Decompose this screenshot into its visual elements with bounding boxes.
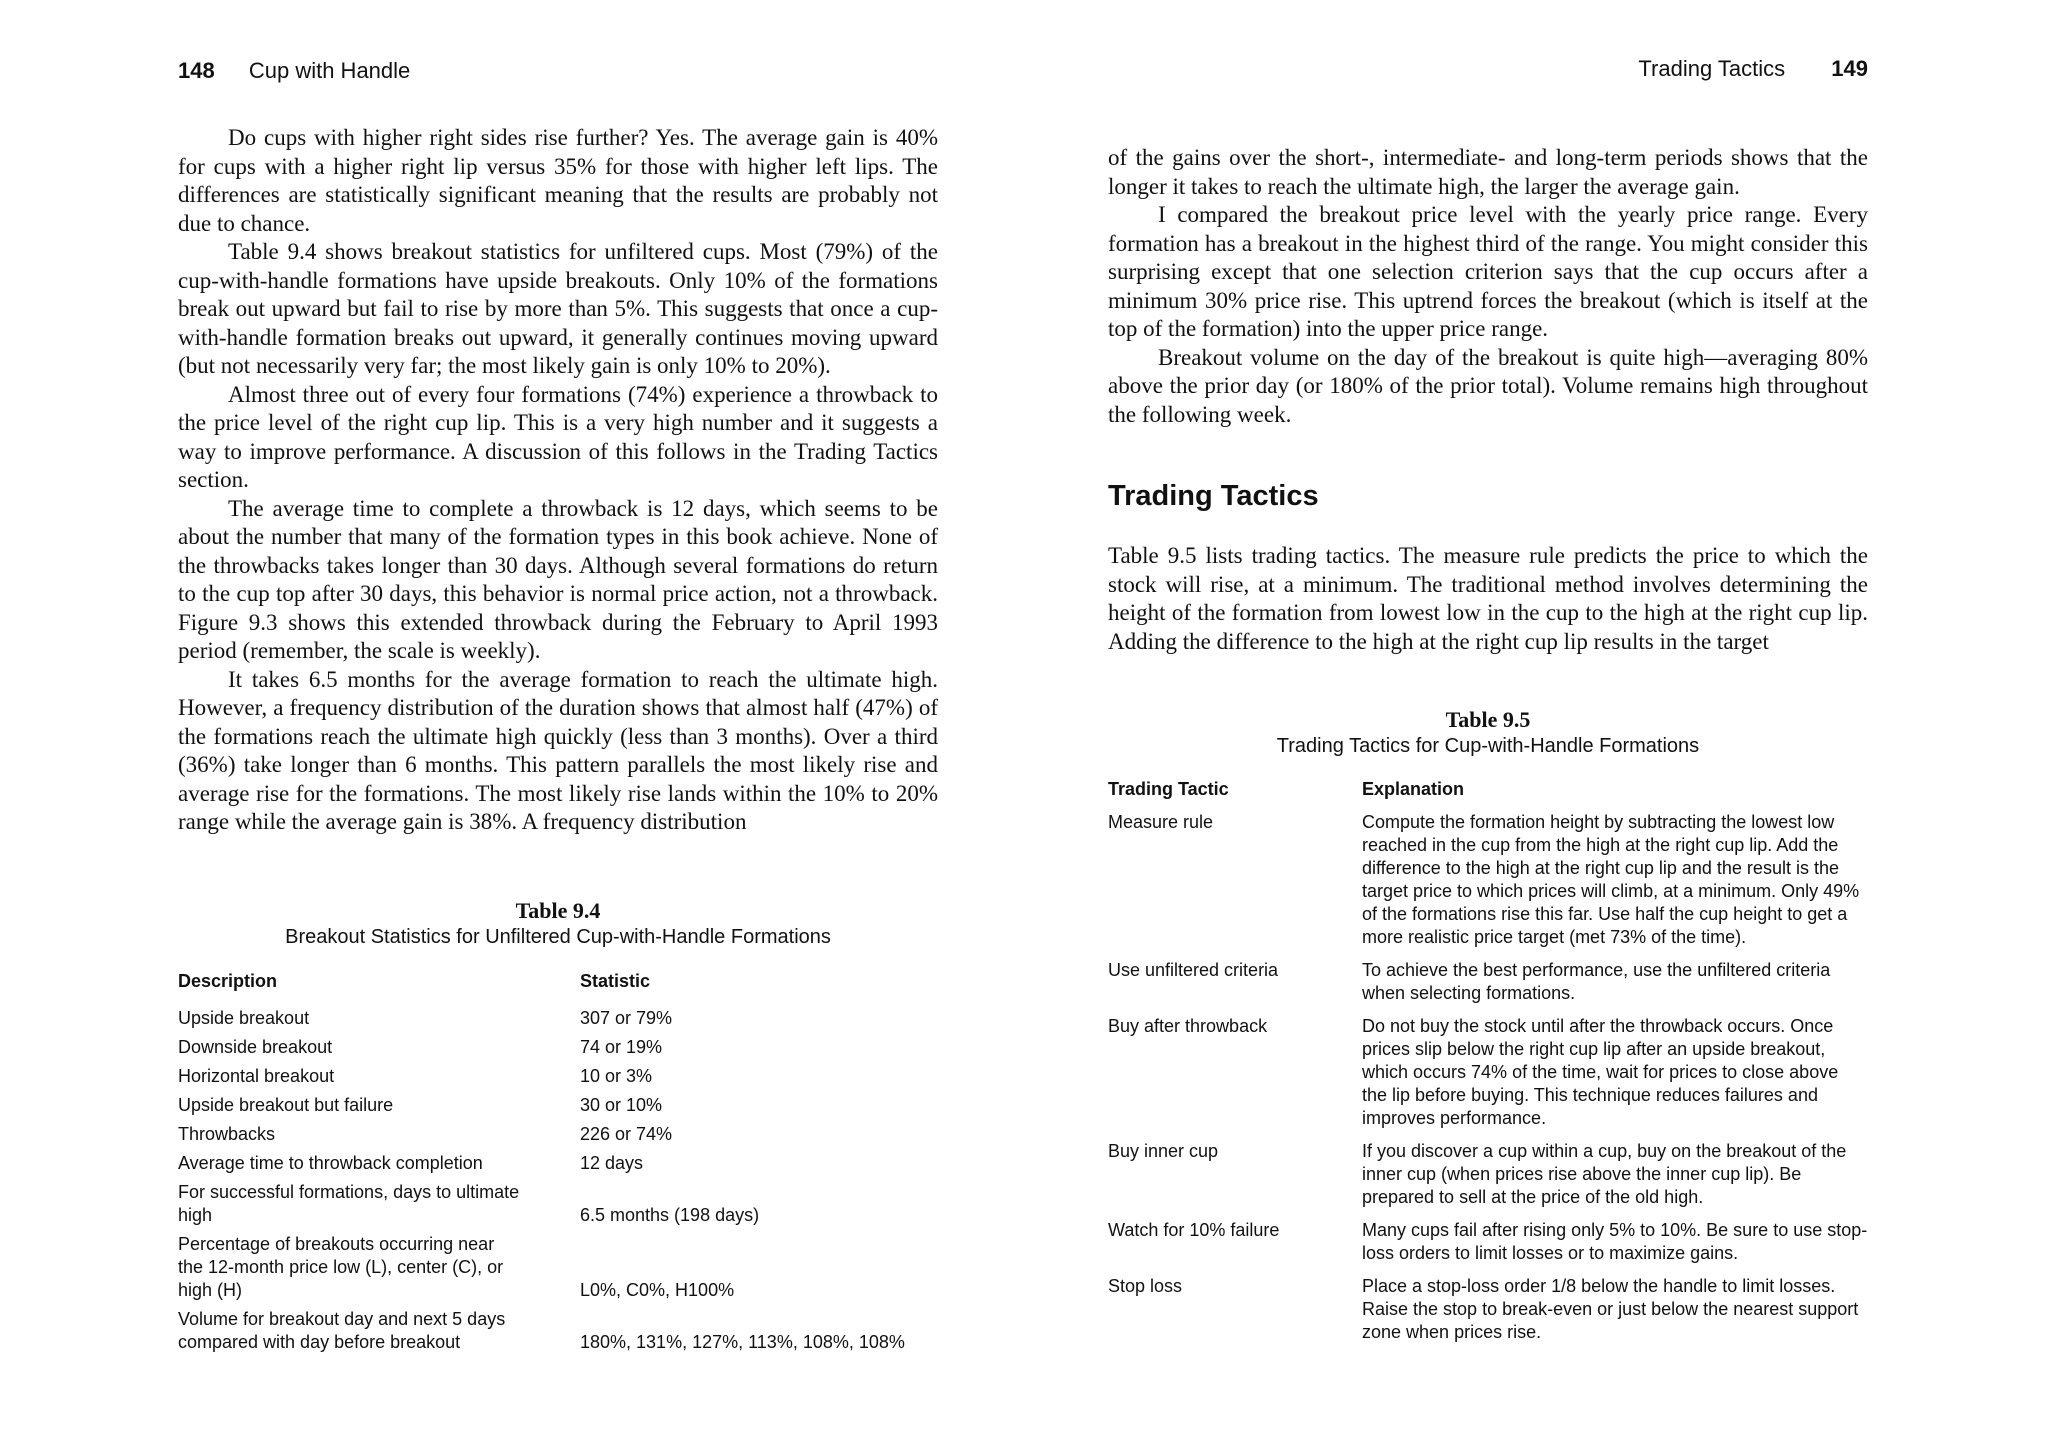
paragraph: Breakout volume on the day of the breakout is quite high—averaging 80% above the prior day (or 180% of the prior total). Volume remains high throughout the following week. xyxy=(1108,344,1868,427)
table-9-4-caption xyxy=(178,898,938,949)
table-title: Trading Tactics for Cup-with-Handle Formations xyxy=(1276,735,1700,757)
table-9-5-caption xyxy=(1108,707,1868,758)
table-cell: If you discover a cup within a cup, buy on the breakout of the inner cup (when prices rise above the inner cup lip). Be prepared to sell at the price of the old high. xyxy=(1362,1141,1847,1207)
table-cell: Horizontal breakout xyxy=(178,1066,335,1086)
table-cell: Percentage of breakouts occurring near the 12-month price low (L), center (C), or high (H) xyxy=(178,1234,504,1300)
table-cell: 180%, 131%, 127%, 113%, 108%, 108% xyxy=(580,1332,905,1352)
paragraph: Almost three out of every four formations (74%) experience a throwback to the price level of the right cup lip. This is a very high number and it suggests a way to improve performance. A discussion of this follows in the Trading Tactics section. xyxy=(178,381,938,492)
table-cell: 30 or 10% xyxy=(580,1095,663,1115)
paragraph: of the gains over the short-, intermediate- and long-term periods shows that the longer it takes to reach the ultimate high, the larger the average gain. xyxy=(1108,145,1868,199)
table-number: Table 9.5 xyxy=(1445,707,1531,732)
table-cell: Use unfiltered criteria xyxy=(1108,960,1279,980)
table-cell: L0%, C0%, H100% xyxy=(580,1280,735,1300)
table-cell: 307 or 79% xyxy=(580,1008,673,1028)
table-cell: 12 days xyxy=(580,1153,644,1173)
table-cell: Place a stop-loss order 1/8 below the handle to limit losses. Raise the stop to break-even or just below the nearest support zone when prices rise. xyxy=(1362,1276,1859,1342)
table-9-4 xyxy=(178,970,938,1360)
left-body-text xyxy=(178,124,938,837)
table-cell: Buy inner cup xyxy=(1108,1141,1219,1161)
page-number: 148 xyxy=(178,58,215,83)
table-cell: For successful formations, days to ultimate high xyxy=(178,1182,520,1225)
table-row xyxy=(178,1123,938,1152)
table-cell: Upside breakout but failure xyxy=(178,1095,394,1115)
page-number: 149 xyxy=(1831,56,1868,81)
table-header-row xyxy=(1108,778,1868,811)
table-number: Table 9.4 xyxy=(515,898,601,923)
table-header-row xyxy=(178,970,938,1007)
table-cell: 74 or 19% xyxy=(580,1037,663,1057)
table-cell: To achieve the best performance, use the unfiltered criteria when selecting formations. xyxy=(1362,960,1831,1003)
table-row xyxy=(178,1152,938,1181)
table-9-5 xyxy=(1108,778,1868,1354)
table-cell: 6.5 months (198 days) xyxy=(580,1205,760,1225)
left-running-head xyxy=(178,58,410,84)
right-body-text xyxy=(1108,144,1868,429)
column-header: Statistic xyxy=(580,971,651,991)
paragraph: Table 9.4 shows breakout statistics for unfiltered cups. Most (79%) of the cup-with-handle formations have upside breakouts. Only 10% of the formations break out upward but fail to rise by more than 5%. This suggests that once a cup-with-handle formation breaks out upward, it generally continues moving upward (but not necessarily very far; the most likely gain is only 10% to 20%). xyxy=(178,239,938,378)
table-cell: Throwbacks xyxy=(178,1124,276,1144)
paragraph: I compared the breakout price level with the yearly price range. Every formation has a breakout in the highest third of the range. You might consider this surprising except that one selection criterion says that the cup occurs after a minimum 30% price rise. This uptrend forces the breakout (which is itself at the top of the formation) into the upper price range. xyxy=(1108,202,1868,341)
table-row xyxy=(1108,811,1868,959)
table-row xyxy=(178,1308,938,1360)
table-row xyxy=(178,1181,938,1233)
section-heading: Trading Tactics xyxy=(1108,480,1319,512)
table-cell: Volume for breakout day and next 5 days compared with day before breakout xyxy=(178,1309,506,1352)
table-row xyxy=(1108,1275,1868,1354)
table-cell: Buy after throwback xyxy=(1108,1016,1268,1036)
table-row xyxy=(178,1094,938,1123)
table-row xyxy=(1108,1140,1868,1219)
table-cell: Downside breakout xyxy=(178,1037,333,1057)
table-cell: Watch for 10% failure xyxy=(1108,1220,1280,1240)
table-cell: 226 or 74% xyxy=(580,1124,673,1144)
column-header: Trading Tactic xyxy=(1108,779,1229,799)
table-title: Breakout Statistics for Unfiltered Cup-with-Handle Formations xyxy=(285,926,831,948)
table-cell: Compute the formation height by subtracting the lowest low reached in the cup from the high at the right cup lip. Add the difference to the high at the right cup lip and the result is the target price to which prices will climb, at a minimum. Only 49% of the formations rise this far. Use half the cup height to get a more realistic price target (met 73% of the time). xyxy=(1362,812,1860,947)
table-row xyxy=(1108,1015,1868,1140)
table-row xyxy=(178,1233,938,1308)
table-cell: 10 or 3% xyxy=(580,1066,653,1086)
section-body-text xyxy=(1108,542,1868,656)
table-row xyxy=(178,1065,938,1094)
table-cell: Upside breakout xyxy=(178,1008,310,1028)
table-cell: Measure rule xyxy=(1108,812,1214,832)
table-row xyxy=(1108,959,1868,1015)
paragraph: It takes 6.5 months for the average formation to reach the ultimate high. However, a frequency distribution of the duration shows that almost half (47%) of the formations reach the ultimate high quickly (less than 3 months). Over a third (36%) take longer than 6 months. This pattern parallels the most likely rise and average rise for the formations. The most likely rise lands within the 10% to 20% range while the average gain is 38%. A frequency distribution xyxy=(178,666,938,834)
table-row xyxy=(178,1036,938,1065)
running-head-title: Cup with Handle xyxy=(248,58,411,83)
table-cell: Do not buy the stock until after the throwback occurs. Once prices slip below the right cup lip after an upside breakout, which occurs 74% of the time, wait for prices to close above the lip before buying. This technique reduces failures and improves performance. xyxy=(1362,1016,1839,1128)
column-header: Explanation xyxy=(1362,779,1465,799)
table-cell: Stop loss xyxy=(1108,1276,1183,1296)
right-running-head xyxy=(1638,56,1868,82)
column-header: Description xyxy=(178,971,278,991)
paragraph: The average time to complete a throwback is 12 days, which seems to be about the number that many of the formation types in this book achieve. None of the throwbacks takes longer than 30 days. Although several formations do return to the cup top after 30 days, this behavior is normal price action, not a throwback. Figure 9.3 shows this extended throwback during the February to April 1993 period (remember, the scale is weekly). xyxy=(178,495,938,663)
paragraph: Table 9.5 lists trading tactics. The measure rule predicts the price to which the stock will rise, at a minimum. The traditional method involves determining the height of the formation from lowest low in the cup to the high at the right cup lip. Adding the difference to the high at the right cup lip results in the target xyxy=(1108,543,1868,654)
running-head-title: Trading Tactics xyxy=(1638,56,1786,81)
paragraph: Do cups with higher right sides rise further? Yes. The average gain is 40% for cups with a higher right lip versus 35% for those with higher left lips. The differences are statistically significant meaning that the results are probably not due to chance. xyxy=(178,125,938,236)
table-cell: Many cups fail after rising only 5% to 10%. Be sure to use stop-loss orders to limit losses or to maximize gains. xyxy=(1362,1220,1868,1263)
table-row xyxy=(1108,1219,1868,1275)
table-cell: Average time to throwback completion xyxy=(178,1153,483,1173)
table-row xyxy=(178,1007,938,1036)
